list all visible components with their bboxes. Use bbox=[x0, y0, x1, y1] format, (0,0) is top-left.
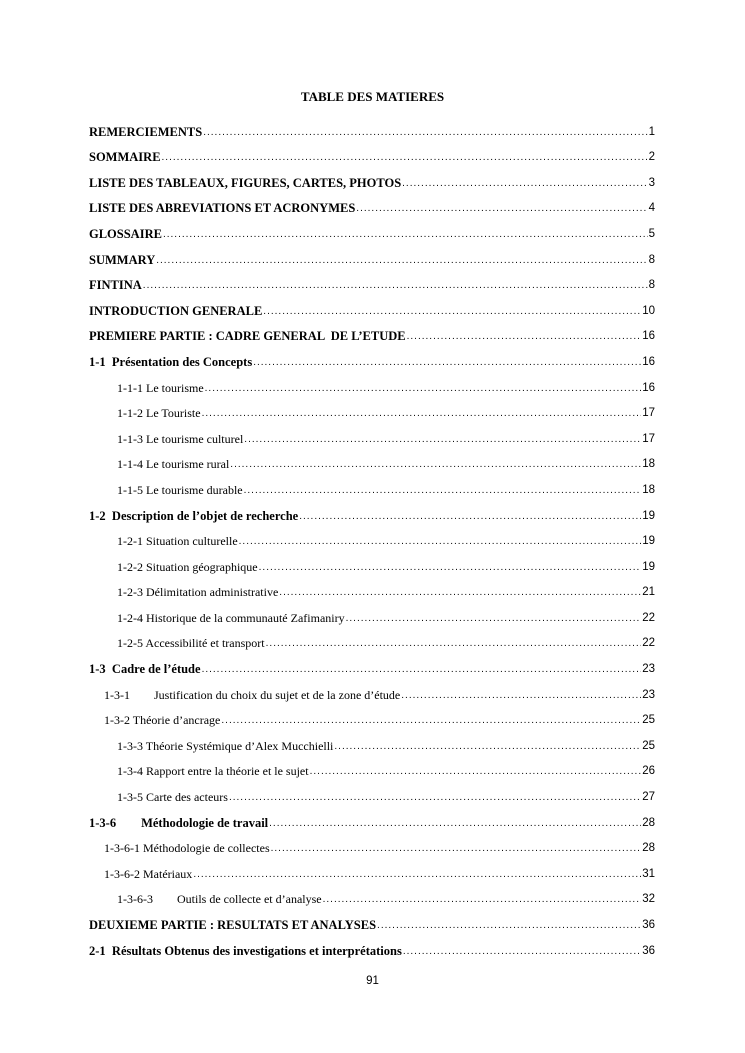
toc-entry-page: 19 bbox=[642, 509, 655, 522]
toc-entry[interactable] bbox=[89, 579, 655, 605]
toc-leader-dots bbox=[299, 509, 641, 524]
toc-entry-page: 17 bbox=[642, 407, 655, 420]
toc-entry-label: 1-3 Cadre de l’étude bbox=[89, 662, 201, 677]
toc-entry[interactable] bbox=[89, 835, 655, 861]
toc-leader-dots bbox=[203, 125, 647, 140]
toc-entry-page: 22 bbox=[642, 611, 655, 624]
toc-entry-page: 36 bbox=[642, 944, 655, 957]
toc-entry-page: 19 bbox=[642, 560, 655, 573]
toc-entry[interactable] bbox=[89, 476, 655, 502]
toc-entry[interactable] bbox=[89, 732, 655, 758]
toc-entry-label: 1-1-5 Le tourisme durable bbox=[117, 482, 243, 497]
toc-leader-dots bbox=[263, 304, 641, 319]
toc-entry-label: 1-1-3 Le tourisme culturel bbox=[117, 431, 244, 446]
toc-leader-dots bbox=[244, 483, 642, 498]
toc-entry-page: 10 bbox=[642, 304, 655, 317]
toc-entry[interactable] bbox=[89, 272, 655, 298]
toc-leader-dots bbox=[271, 841, 642, 856]
toc-entry-page: 31 bbox=[642, 867, 655, 880]
toc-leader-dots bbox=[279, 585, 641, 600]
toc-leader-dots bbox=[334, 739, 641, 754]
toc-entry-label: INTRODUCTION GENERALE bbox=[89, 303, 263, 318]
toc-entry-page: 28 bbox=[642, 816, 655, 829]
toc-entry[interactable] bbox=[89, 809, 655, 835]
toc-entry-page: 18 bbox=[642, 458, 655, 471]
toc-entry[interactable] bbox=[89, 681, 655, 707]
toc-leader-dots bbox=[266, 636, 642, 651]
toc-entry-label: 1-3-6-1 Méthodologie de collectes bbox=[104, 841, 270, 856]
toc-leader-dots bbox=[229, 790, 641, 805]
toc-leader-dots bbox=[269, 816, 641, 831]
toc-entry[interactable] bbox=[89, 374, 655, 400]
toc-entry[interactable] bbox=[89, 297, 655, 323]
toc-entry-page: 36 bbox=[642, 919, 655, 931]
toc-entry[interactable] bbox=[89, 220, 655, 246]
toc-entry-page: 25 bbox=[642, 739, 655, 752]
toc-entry-label: LISTE DES ABREVIATIONS ET ACRONYMES bbox=[89, 201, 356, 216]
toc-entry-label: 1-2-5 Accessibilité et transport bbox=[117, 636, 265, 651]
toc-entry[interactable] bbox=[89, 860, 655, 886]
toc-entry[interactable] bbox=[89, 886, 655, 912]
toc-entry-page: 22 bbox=[642, 637, 655, 650]
toc-leader-dots bbox=[156, 253, 647, 268]
toc-leader-dots bbox=[323, 892, 642, 907]
toc-leader-dots bbox=[143, 278, 648, 293]
toc-entry-page: 5 bbox=[648, 227, 655, 240]
toc-entry[interactable] bbox=[89, 323, 655, 349]
toc-entry[interactable] bbox=[89, 118, 655, 144]
toc-entry[interactable] bbox=[89, 655, 655, 681]
toc-leader-dots bbox=[356, 201, 647, 216]
toc-entry-page: 16 bbox=[642, 355, 655, 368]
toc-entry-page: 16 bbox=[642, 381, 655, 394]
page-number: 91 bbox=[366, 975, 379, 987]
toc-entry-label: 1-3-4 Rapport entre la théorie et le sujet bbox=[117, 764, 309, 779]
toc-entry-page: 16 bbox=[642, 330, 655, 343]
toc-leader-dots bbox=[239, 534, 642, 549]
toc-entry-page: 17 bbox=[642, 432, 655, 445]
toc-entry-page: 23 bbox=[642, 663, 655, 676]
toc-leader-dots bbox=[401, 688, 641, 703]
page-title: TABLE DES MATIERES bbox=[300, 89, 445, 104]
toc-entry-label: 1-1-1 Le tourisme bbox=[117, 380, 204, 395]
toc-entry[interactable] bbox=[89, 707, 655, 733]
toc-entry-page: 19 bbox=[642, 535, 655, 548]
toc-leader-dots bbox=[202, 406, 642, 421]
toc-entry[interactable] bbox=[89, 528, 655, 554]
toc-entry-label: 2-1 Résultats Obtenus des investigations et interprétations bbox=[89, 943, 402, 958]
toc-entry-page: 28 bbox=[642, 842, 655, 855]
toc-entry-page: 18 bbox=[642, 483, 655, 496]
toc-leader-dots bbox=[221, 713, 641, 728]
toc-entry-label: 1-3-6-2 Matériaux bbox=[104, 866, 193, 881]
toc-entry-label: 1-2-3 Délimitation administrative bbox=[117, 585, 279, 600]
toc-entry-page: 21 bbox=[642, 586, 655, 599]
toc-entry-label: 1-1 Présentation des Concepts bbox=[89, 354, 253, 369]
toc-entry-label: 1-3-5 Carte des acteurs bbox=[117, 790, 228, 805]
table-of-contents bbox=[89, 118, 655, 963]
toc-leader-dots bbox=[259, 560, 642, 575]
toc-entry[interactable] bbox=[89, 911, 655, 937]
toc-leader-dots bbox=[403, 944, 641, 959]
toc-leader-dots bbox=[402, 176, 647, 191]
toc-leader-dots bbox=[163, 227, 648, 242]
toc-entry-label: REMERCIEMENTS bbox=[89, 124, 203, 139]
toc-entry[interactable] bbox=[89, 400, 655, 426]
toc-entry[interactable] bbox=[89, 937, 655, 963]
toc-entry-label: DEUXIEME PARTIE : RESULTATS ET ANALYSES bbox=[89, 918, 377, 932]
toc-leader-dots bbox=[230, 457, 641, 472]
toc-entry-label: 1-2-2 Situation géographique bbox=[117, 559, 258, 574]
toc-entry-page: 4 bbox=[648, 202, 655, 215]
toc-entry[interactable] bbox=[89, 604, 655, 630]
toc-entry-label: 1-3-2 Théorie d’ancrage bbox=[104, 713, 221, 728]
toc-entry-label: 1-2 Description de l’objet de recherche bbox=[89, 508, 299, 523]
toc-entry-page: 27 bbox=[642, 791, 655, 804]
toc-entry-page: 32 bbox=[642, 893, 655, 906]
toc-leader-dots bbox=[253, 355, 641, 370]
toc-entry[interactable] bbox=[89, 246, 655, 272]
toc-leader-dots bbox=[205, 381, 642, 396]
toc-leader-dots bbox=[377, 918, 641, 933]
toc-entry[interactable] bbox=[89, 348, 655, 374]
toc-entry-label: PREMIERE PARTIE : CADRE GENERAL DE L’ETUDE bbox=[89, 329, 406, 344]
toc-entry-label: 1-3-1 Justification du choix du sujet et de la zone d’étude bbox=[104, 687, 401, 702]
toc-entry-label: 1-2-4 Historique de la communauté Zafimaniry bbox=[117, 610, 345, 625]
toc-leader-dots bbox=[244, 432, 641, 447]
toc-entry[interactable] bbox=[89, 783, 655, 809]
toc-entry-label: 1-3-3 Théorie Systémique d’Alex Mucchielli bbox=[117, 738, 334, 753]
toc-entry[interactable] bbox=[89, 502, 655, 528]
toc-leader-dots bbox=[310, 764, 642, 779]
toc-entry[interactable] bbox=[89, 195, 655, 221]
toc-entry[interactable] bbox=[89, 451, 655, 477]
toc-entry[interactable] bbox=[89, 144, 655, 170]
toc-entry-label: GLOSSAIRE bbox=[89, 226, 162, 241]
toc-entry-page: 23 bbox=[642, 688, 655, 701]
toc-entry-label: SOMMAIRE bbox=[89, 150, 161, 165]
toc-entry[interactable] bbox=[89, 553, 655, 579]
toc-leader-dots bbox=[202, 662, 642, 677]
toc-entry-label: LISTE DES TABLEAUX, FIGURES, CARTES, PHOTOS bbox=[89, 175, 402, 190]
toc-entry-label: FINTINA bbox=[89, 278, 142, 293]
toc-entry-page: 3 bbox=[648, 176, 655, 189]
toc-leader-dots bbox=[407, 329, 642, 344]
toc-entry-page: 1 bbox=[648, 125, 655, 138]
toc-entry-label: 1-1-2 Le Touriste bbox=[117, 406, 201, 421]
toc-entry-label: SUMMARY bbox=[89, 252, 156, 267]
toc-entry[interactable] bbox=[89, 630, 655, 656]
toc-leader-dots bbox=[162, 150, 648, 165]
toc-leader-dots bbox=[193, 867, 641, 882]
toc-entry-label: 1-3-6-3 Outils de collecte et d’analyse bbox=[117, 892, 322, 907]
toc-entry-page: 26 bbox=[642, 765, 655, 778]
toc-leader-dots bbox=[346, 611, 642, 626]
toc-entry-label: 1-2-1 Situation culturelle bbox=[117, 534, 238, 549]
toc-entry-page: 8 bbox=[648, 279, 655, 292]
toc-entry[interactable] bbox=[89, 758, 655, 784]
toc-entry-page: 8 bbox=[648, 253, 655, 266]
toc-entry-label: 1-3-6 Méthodologie de travail bbox=[89, 815, 269, 830]
toc-entry-page: 2 bbox=[648, 151, 655, 164]
toc-entry[interactable] bbox=[89, 425, 655, 451]
toc-entry[interactable] bbox=[89, 169, 655, 195]
toc-entry-page: 25 bbox=[642, 714, 655, 727]
toc-entry-label: 1-1-4 Le tourisme rural bbox=[117, 457, 230, 472]
